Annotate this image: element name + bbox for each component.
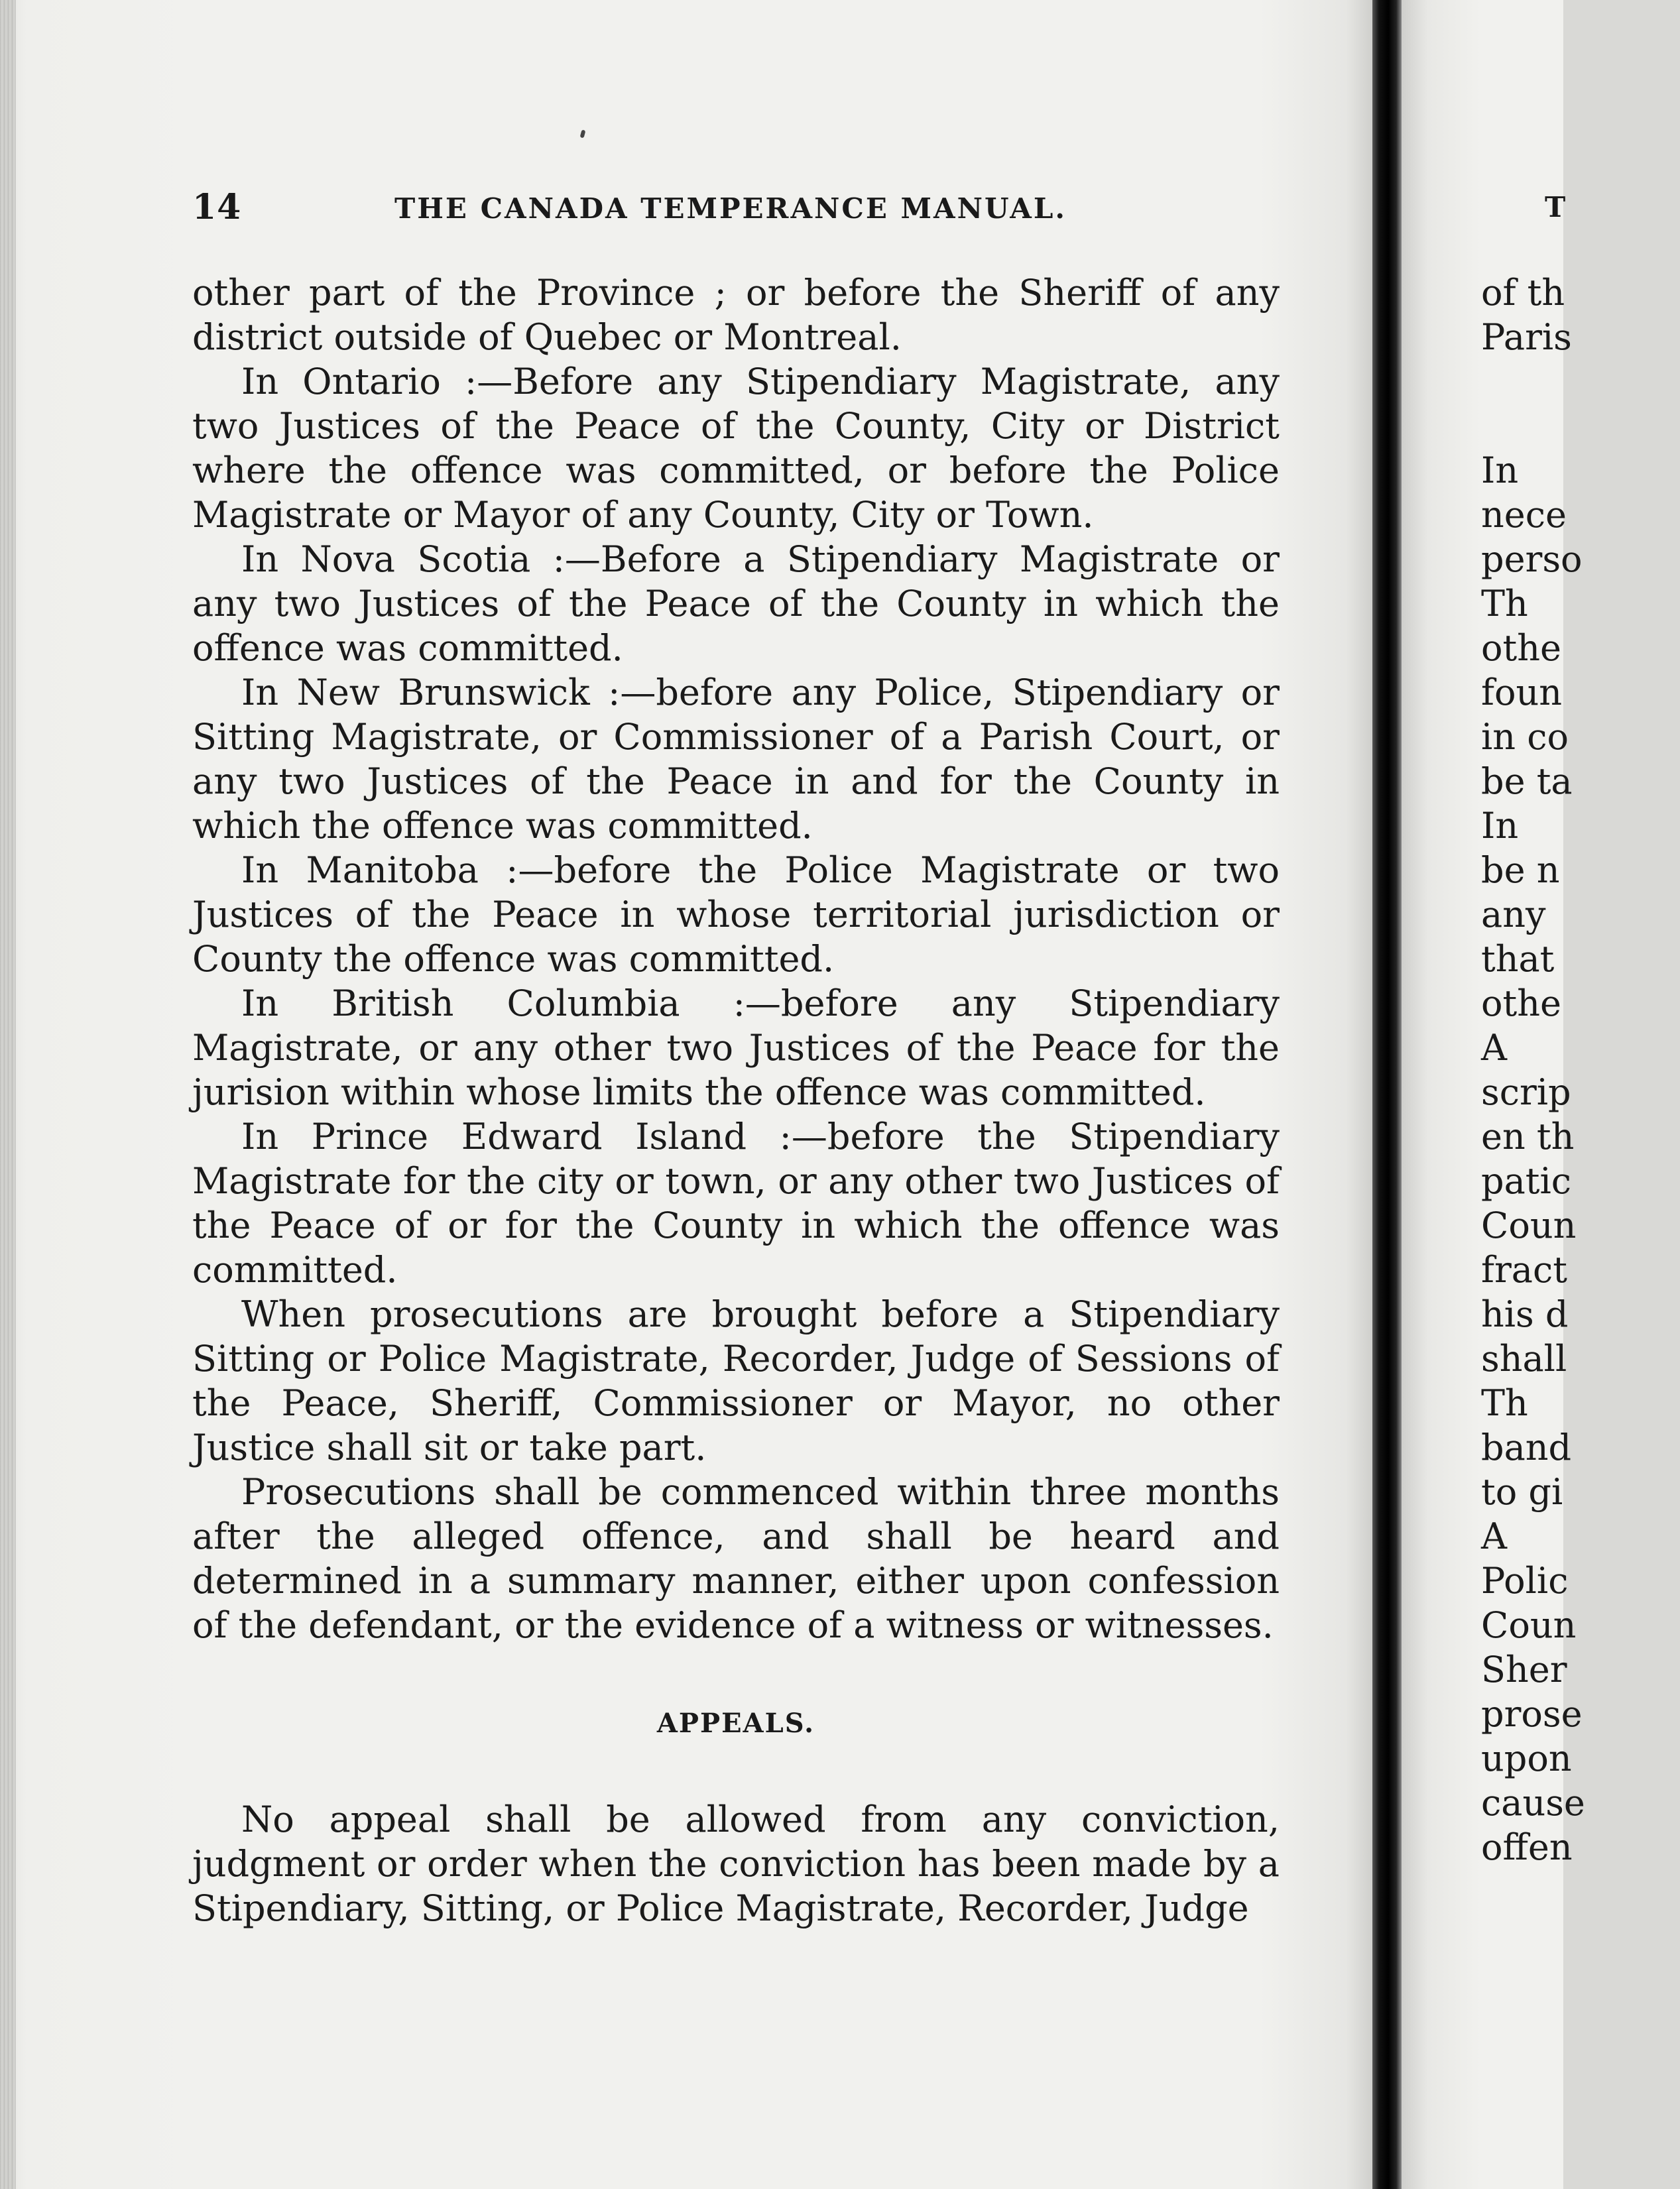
paragraph-british-columbia: In British Columbia :—before any Stipendiary Magistrate, or any other two Justices of the Peace for the jurision within whose limits the offence was committed. bbox=[192, 982, 1280, 1113]
right-page-line: A bbox=[1481, 1515, 1507, 1557]
right-page-line: to gi bbox=[1481, 1471, 1563, 1513]
paragraph-new-brunswick: In New Brunswick :—before any Police, Stipendiary or Sitting Magistrate, or Commissioner of a Parish Court, or any two Justices of the Peace in and for the County in which the offence was committed. bbox=[192, 672, 1280, 847]
right-page-line: be ta bbox=[1481, 760, 1573, 802]
right-page-line: othe bbox=[1481, 982, 1561, 1024]
page-edge bbox=[0, 0, 16, 2189]
right-page-line: cause bbox=[1481, 1782, 1585, 1824]
right-page-line: his d bbox=[1481, 1293, 1569, 1335]
right-page-line: Polic bbox=[1481, 1560, 1569, 1602]
right-page-line: Coun bbox=[1481, 1205, 1577, 1246]
paragraph-manitoba: In Manitoba :—before the Police Magistrate or two Justices of the Peace in whose territorial jurisdiction or County the offence was committed. bbox=[192, 849, 1280, 980]
paragraph-prince-edward-island: In Prince Edward Island :—before the Stipendiary Magistrate for the city or town, or any other two Justices of the Peace of or for the County in which the offence was committed. bbox=[192, 1116, 1280, 1291]
right-page-line: any bbox=[1481, 894, 1546, 935]
right-page-line: fract bbox=[1481, 1249, 1567, 1291]
right-page-line bbox=[1481, 404, 1680, 448]
paragraph-prosecutions-before: When prosecutions are brought before a Stipendiary Sitting or Police Magistrate, Recorder, Judge of Sessions of the Peace, Sheriff, Commissioner or Mayor, no other Justice shall sit or take part. bbox=[192, 1293, 1280, 1468]
right-running-head: T bbox=[1545, 191, 1566, 223]
right-page-line: In bbox=[1481, 805, 1519, 847]
right-page-line: shall bbox=[1481, 1338, 1567, 1380]
right-page-line: In bbox=[1481, 449, 1519, 491]
running-head-title: THE CANADA TEMPERANCE MANUAL. bbox=[394, 192, 1067, 225]
section-heading-appeals: APPEALS. bbox=[656, 1708, 815, 1739]
right-page-line: prose bbox=[1481, 1693, 1583, 1735]
body-text bbox=[192, 270, 1280, 1930]
right-page-line: in co bbox=[1481, 716, 1569, 758]
right-page-line: upon bbox=[1481, 1738, 1572, 1779]
ink-speck bbox=[580, 129, 586, 138]
right-page-line: scrip bbox=[1481, 1071, 1571, 1113]
right-page-line: nece bbox=[1481, 494, 1567, 536]
right-page-line: Sher bbox=[1481, 1649, 1567, 1690]
paragraph-prosecutions-commenced: Prosecutions shall be commenced within three months after the alleged offence, and shall be heard and determined in a summary manner, either upon confession of the defendant, or the evidence of a witness or witnesses. bbox=[192, 1471, 1280, 1646]
right-page-line: that bbox=[1481, 938, 1555, 980]
right-page-line: othe bbox=[1481, 627, 1561, 669]
right-page-line: Th bbox=[1481, 583, 1528, 624]
paragraph-ontario: In Ontario :—Before any Stipendiary Magistrate, any two Justices of the Peace of the County, City or District where the offence was committed, or before the Police Magistrate or Mayor of any County, City or Town. bbox=[192, 361, 1280, 536]
right-page-line bbox=[1481, 359, 1680, 404]
paragraph: other part of the Province ; or before the Sheriff of any district outside of Quebec or Montreal. bbox=[192, 272, 1280, 358]
right-page bbox=[1402, 0, 1585, 2189]
book-gutter bbox=[1372, 0, 1402, 2189]
right-page-line: offen bbox=[1481, 1826, 1573, 1868]
right-page-line: Coun bbox=[1481, 1604, 1577, 1646]
right-page-line: en th bbox=[1481, 1116, 1575, 1157]
right-page-line: patic bbox=[1481, 1160, 1571, 1202]
right-page-text bbox=[1481, 270, 1680, 1869]
paragraph-appeals: No appeal shall be allowed from any conviction, judgment or order when the conviction has been made by a Stipendiary, Sitting, or Police Magistrate, Recorder, Judge bbox=[192, 1799, 1280, 1929]
right-page-line: be n bbox=[1481, 849, 1560, 891]
right-page-line: Th bbox=[1481, 1382, 1528, 1424]
paragraph-nova-scotia: In Nova Scotia :—Before a Stipendiary Magistrate or any two Justices of the Peace of the County in which the offence was committed. bbox=[192, 538, 1280, 669]
right-page-line: of th bbox=[1481, 272, 1565, 314]
right-page-line: foun bbox=[1481, 672, 1563, 713]
right-page-line: A bbox=[1481, 1027, 1507, 1069]
page-number: 14 bbox=[192, 187, 242, 227]
right-page-line: perso bbox=[1481, 538, 1583, 580]
running-head bbox=[192, 187, 1286, 227]
right-page-line: band bbox=[1481, 1427, 1572, 1468]
right-page-line: Paris bbox=[1481, 316, 1572, 358]
